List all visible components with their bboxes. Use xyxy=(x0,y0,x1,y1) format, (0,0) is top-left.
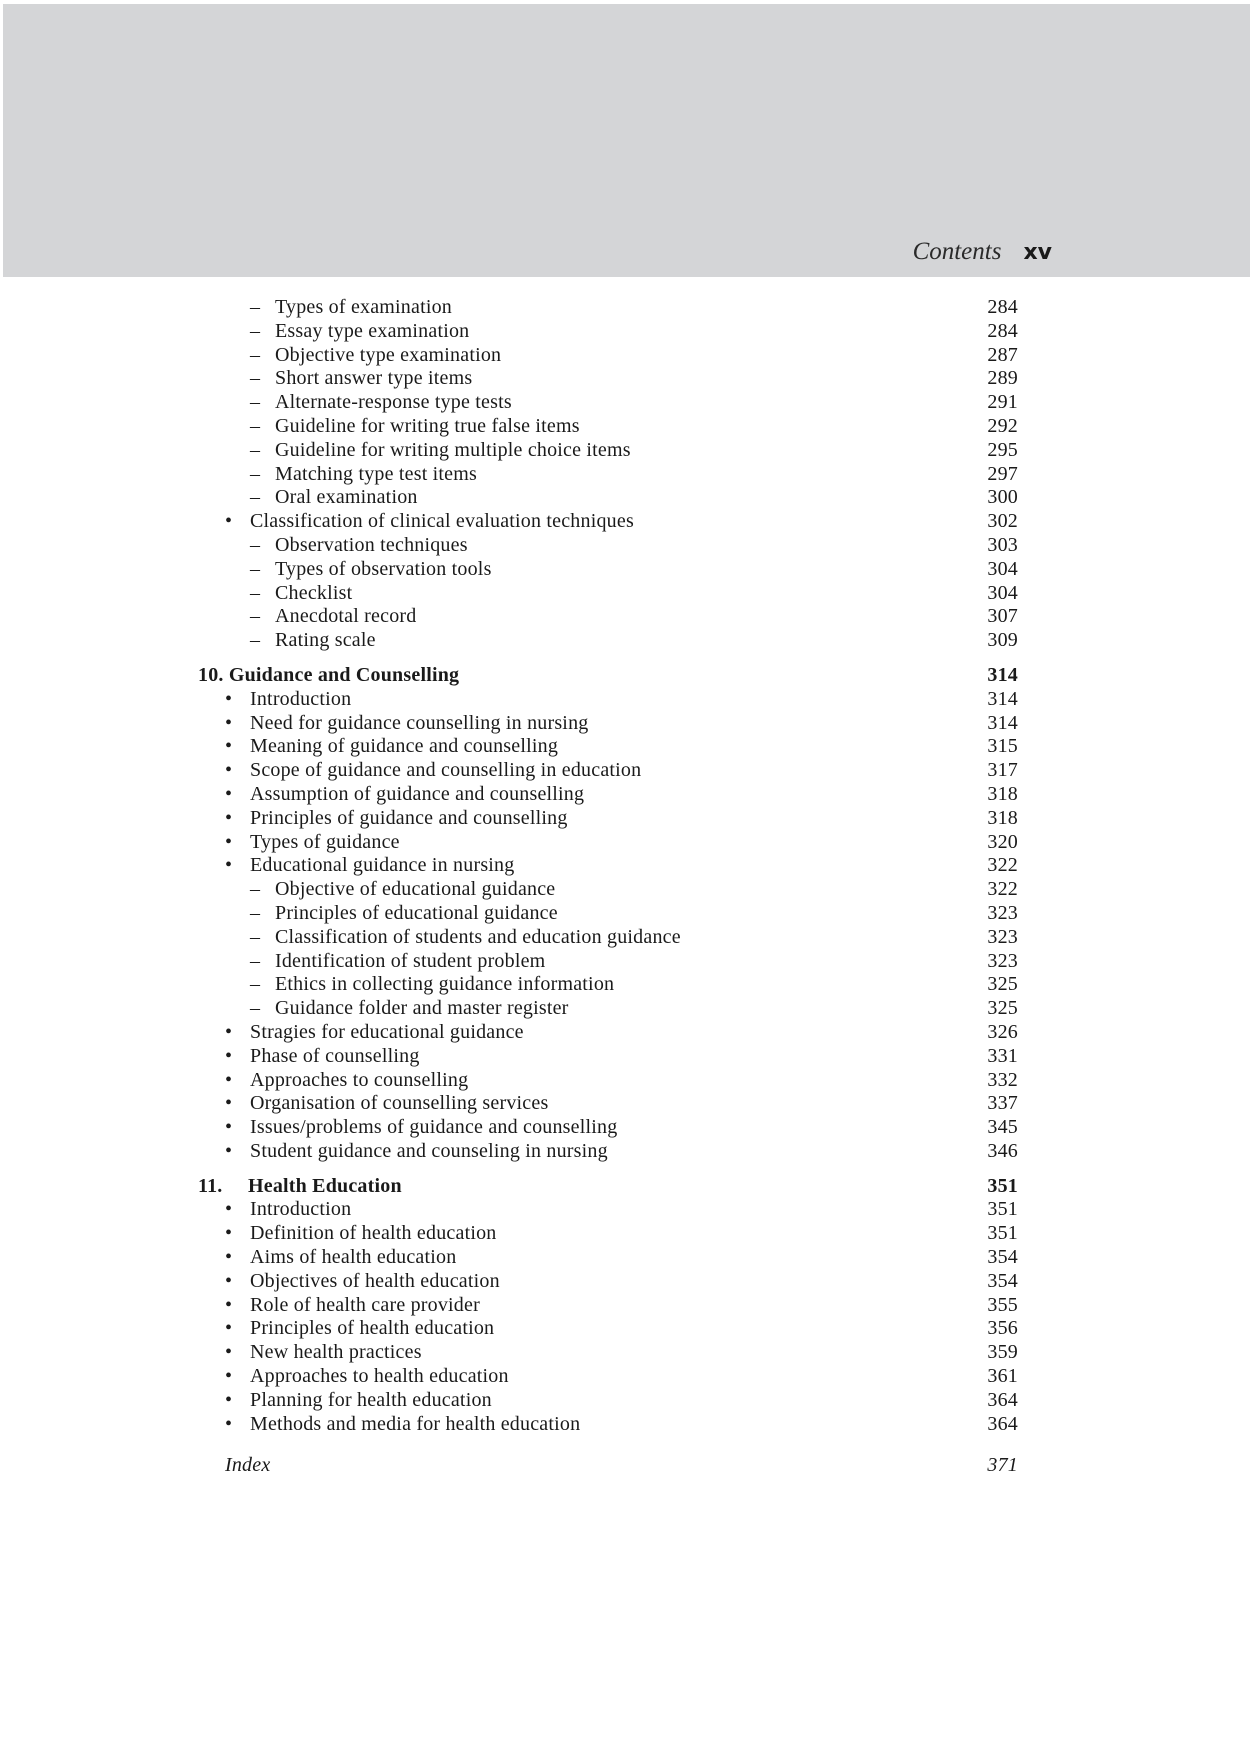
toc-entry[interactable] xyxy=(198,712,1018,736)
toc-entry-title: Introduction xyxy=(250,687,352,710)
toc-entry[interactable] xyxy=(198,1069,1018,1093)
toc-entry[interactable] xyxy=(198,510,1018,534)
toc-entry[interactable] xyxy=(198,807,1018,831)
toc-entry-title: Objective of educational guidance xyxy=(275,878,556,901)
toc-entry[interactable] xyxy=(198,629,1018,653)
bullet-marker: • xyxy=(225,1293,233,1316)
toc-entry[interactable] xyxy=(198,1294,1018,1318)
toc-section-continued xyxy=(198,296,1018,653)
toc-entry[interactable] xyxy=(198,902,1018,926)
chapter-title: Guidance and Counselling xyxy=(228,663,460,686)
toc-entry-title: Stragies for educational guidance xyxy=(250,1020,524,1043)
toc-entry-title: Classification of clinical evaluation techniques xyxy=(250,510,634,533)
dash-marker: – xyxy=(250,605,261,628)
toc-entry-page: 287 xyxy=(987,343,1018,366)
toc-entry-title: Objective type examination xyxy=(275,343,502,366)
toc-entry-title: Issues/problems of guidance and counselling xyxy=(250,1116,618,1139)
toc-entry[interactable] xyxy=(198,950,1018,974)
toc-entry[interactable] xyxy=(198,1270,1018,1294)
toc-entry[interactable] xyxy=(198,997,1018,1021)
toc-entry[interactable] xyxy=(198,1365,1018,1389)
toc-entry-page: 304 xyxy=(987,581,1018,604)
dash-marker: – xyxy=(250,462,261,485)
chapter-page: 314 xyxy=(987,663,1018,686)
toc-entry-page: 300 xyxy=(987,486,1018,509)
toc-entry-title: Guidance folder and master register xyxy=(275,997,569,1020)
toc-entry-title: Classification of students and education guidance xyxy=(275,925,681,948)
bullet-marker: • xyxy=(225,1246,233,1269)
toc-entry[interactable] xyxy=(198,1317,1018,1341)
toc-entry[interactable] xyxy=(198,296,1018,320)
toc-entry[interactable] xyxy=(198,1198,1018,1222)
toc-entry[interactable] xyxy=(198,759,1018,783)
toc-entry-title: Ethics in collecting guidance information xyxy=(275,973,615,996)
toc-entry-page: 325 xyxy=(987,997,1018,1020)
toc-entry-title: Types of guidance xyxy=(250,830,400,853)
toc-entry[interactable] xyxy=(198,1045,1018,1069)
dash-marker: – xyxy=(250,949,261,972)
toc-entry-page: 289 xyxy=(987,367,1018,390)
dash-marker: – xyxy=(250,901,261,924)
toc-entry-page: 337 xyxy=(987,1092,1018,1115)
toc-entry[interactable] xyxy=(198,854,1018,878)
toc-entry[interactable] xyxy=(198,320,1018,344)
toc-entry-title: Matching type test items xyxy=(275,462,477,485)
toc-entry-title: Essay type examination xyxy=(275,319,470,342)
index-entry[interactable] xyxy=(198,1454,1018,1478)
dash-marker: – xyxy=(250,414,261,437)
dash-marker: – xyxy=(250,533,261,556)
toc-entry-page: 351 xyxy=(987,1222,1018,1245)
dash-marker: – xyxy=(250,629,261,652)
toc-entry[interactable] xyxy=(198,878,1018,902)
bullet-marker: • xyxy=(225,735,233,758)
chapter-heading-10[interactable] xyxy=(198,664,1018,688)
toc-entry-page: 326 xyxy=(987,1020,1018,1043)
toc-entry-page: 325 xyxy=(987,973,1018,996)
toc-entry-title: Methods and media for health education xyxy=(250,1412,581,1435)
toc-entry-title: Introduction xyxy=(250,1198,352,1221)
toc-entry-page: 318 xyxy=(987,806,1018,829)
toc-entry-title: Rating scale xyxy=(275,629,376,652)
bullet-marker: • xyxy=(225,1365,233,1388)
toc-entry-page: 307 xyxy=(987,605,1018,628)
toc-entry[interactable] xyxy=(198,534,1018,558)
index-label: Index xyxy=(225,1454,271,1477)
toc-entry-page: 314 xyxy=(987,711,1018,734)
bullet-marker: • xyxy=(225,782,233,805)
toc-entry-page: 302 xyxy=(987,510,1018,533)
toc-entry-page: 355 xyxy=(987,1293,1018,1316)
dash-marker: – xyxy=(250,878,261,901)
toc-entry-title: Anecdotal record xyxy=(275,605,417,628)
toc-entry-page: 303 xyxy=(987,533,1018,556)
toc-entry-page: 284 xyxy=(987,319,1018,342)
toc-entry-title: Objectives of health education xyxy=(250,1269,500,1292)
toc-entry-page: 346 xyxy=(987,1139,1018,1162)
toc-entry-page: 323 xyxy=(987,925,1018,948)
toc-entry[interactable] xyxy=(198,831,1018,855)
bullet-marker: • xyxy=(225,1198,233,1221)
toc-entry-title: Approaches to counselling xyxy=(250,1068,469,1091)
toc-entry-title: Oral examination xyxy=(275,486,418,509)
toc-entry[interactable] xyxy=(198,344,1018,368)
toc-entry[interactable] xyxy=(198,1092,1018,1116)
toc-entry-page: 322 xyxy=(987,878,1018,901)
toc-entry-title: Student guidance and counseling in nursing xyxy=(250,1139,608,1162)
toc-entry[interactable] xyxy=(198,605,1018,629)
running-title: Contents xyxy=(912,238,1002,265)
toc-entry-page: 359 xyxy=(987,1341,1018,1364)
toc-entry-title: Phase of counselling xyxy=(250,1044,420,1067)
toc-entry-page: 320 xyxy=(987,830,1018,853)
toc-entry-page: 284 xyxy=(987,296,1018,318)
toc-entry-page: 354 xyxy=(987,1246,1018,1269)
toc-entry-page: 354 xyxy=(987,1269,1018,1292)
running-head xyxy=(913,238,1052,266)
header-band xyxy=(3,4,1250,277)
toc-entry[interactable] xyxy=(198,1246,1018,1270)
toc-entry[interactable] xyxy=(198,582,1018,606)
chapter-number: 11. xyxy=(198,1174,223,1197)
toc-entry[interactable] xyxy=(198,439,1018,463)
bullet-marker: • xyxy=(225,687,233,710)
toc-entry[interactable] xyxy=(198,1413,1018,1437)
toc-entry-title: Scope of guidance and counselling in education xyxy=(250,759,642,782)
toc-entry[interactable] xyxy=(198,1341,1018,1365)
dash-marker: – xyxy=(250,997,261,1020)
toc-entry[interactable] xyxy=(198,1140,1018,1164)
toc-entry-page: 318 xyxy=(987,782,1018,805)
toc-entry-title: Meaning of guidance and counselling xyxy=(250,735,559,758)
toc-entry[interactable] xyxy=(198,926,1018,950)
toc-entry-page: 309 xyxy=(987,629,1018,652)
bullet-marker: • xyxy=(225,1139,233,1162)
chapter-page: 351 xyxy=(987,1174,1018,1197)
dash-marker: – xyxy=(250,296,261,318)
bullet-marker: • xyxy=(225,1341,233,1364)
toc-entry-page: 323 xyxy=(987,901,1018,924)
toc-entry-title: Observation techniques xyxy=(275,533,468,556)
toc-entry-title: Principles of guidance and counselling xyxy=(250,806,568,829)
toc-entry[interactable] xyxy=(198,783,1018,807)
index-page: 371 xyxy=(987,1454,1018,1477)
toc-entry-title: Guideline for writing multiple choice items xyxy=(275,438,631,461)
toc-entry[interactable] xyxy=(198,1021,1018,1045)
toc-entry-page: 356 xyxy=(987,1317,1018,1340)
dash-marker: – xyxy=(250,343,261,366)
toc-entry-page: 351 xyxy=(987,1198,1018,1221)
toc-entry-page: 345 xyxy=(987,1116,1018,1139)
toc-entry-title: Approaches to health education xyxy=(250,1365,509,1388)
toc-entry-page: 322 xyxy=(987,854,1018,877)
bullet-marker: • xyxy=(225,854,233,877)
toc-entry[interactable] xyxy=(198,558,1018,582)
toc-entry-page: 292 xyxy=(987,414,1018,437)
toc-entry-page: 364 xyxy=(987,1412,1018,1435)
toc-entry-title: Types of examination xyxy=(275,296,452,318)
toc-entry-page: 323 xyxy=(987,949,1018,972)
toc-entry[interactable] xyxy=(198,688,1018,712)
bullet-marker: • xyxy=(225,1317,233,1340)
toc-entry[interactable] xyxy=(198,415,1018,439)
toc-entry-page: 364 xyxy=(987,1388,1018,1411)
dash-marker: – xyxy=(250,391,261,414)
toc-entry-page: 297 xyxy=(987,462,1018,485)
bullet-marker: • xyxy=(225,1269,233,1292)
toc-entry[interactable] xyxy=(198,735,1018,759)
toc-entry-title: Definition of health education xyxy=(250,1222,497,1245)
chapter-11-entries xyxy=(198,1198,1018,1436)
dash-marker: – xyxy=(250,486,261,509)
toc-entry[interactable] xyxy=(198,1116,1018,1140)
bullet-marker: • xyxy=(225,1222,233,1245)
dash-marker: – xyxy=(250,319,261,342)
dash-marker: – xyxy=(250,581,261,604)
dash-marker: – xyxy=(250,925,261,948)
toc-entry-title: Types of observation tools xyxy=(275,557,492,580)
toc-entry-title: Guideline for writing true false items xyxy=(275,414,580,437)
toc-entry-title: Identification of student problem xyxy=(275,949,546,972)
toc-entry-page: 361 xyxy=(987,1365,1018,1388)
table-of-contents xyxy=(198,296,1018,1478)
bullet-marker: • xyxy=(225,1388,233,1411)
toc-entry-title: Educational guidance in nursing xyxy=(250,854,515,877)
dash-marker: – xyxy=(250,438,261,461)
bullet-marker: • xyxy=(225,830,233,853)
toc-entry-page: 315 xyxy=(987,735,1018,758)
toc-entry[interactable] xyxy=(198,973,1018,997)
toc-entry[interactable] xyxy=(198,463,1018,487)
dash-marker: – xyxy=(250,367,261,390)
dash-marker: – xyxy=(250,973,261,996)
bullet-marker: • xyxy=(225,711,233,734)
toc-entry-title: Role of health care provider xyxy=(250,1293,480,1316)
toc-entry-title: Principles of educational guidance xyxy=(275,901,558,924)
bullet-marker: • xyxy=(225,1020,233,1043)
toc-entry-title: Assumption of guidance and counselling xyxy=(250,782,585,805)
toc-entry-page: 331 xyxy=(987,1044,1018,1067)
chapter-title: Health Education xyxy=(248,1174,402,1197)
bullet-marker: • xyxy=(225,1116,233,1139)
toc-entry-title: New health practices xyxy=(250,1341,422,1364)
toc-entry-title: Need for guidance counselling in nursing xyxy=(250,711,589,734)
toc-entry[interactable] xyxy=(198,367,1018,391)
bullet-marker: • xyxy=(225,510,233,533)
toc-entry[interactable] xyxy=(198,391,1018,415)
toc-entry-page: 304 xyxy=(987,557,1018,580)
toc-entry-title: Aims of health education xyxy=(250,1246,457,1269)
toc-entry-page: 332 xyxy=(987,1068,1018,1091)
bullet-marker: • xyxy=(225,1092,233,1115)
chapter-heading-11[interactable] xyxy=(198,1175,1018,1199)
toc-entry-page: 295 xyxy=(987,438,1018,461)
toc-entry-title: Alternate-response type tests xyxy=(275,391,512,414)
bullet-marker: • xyxy=(225,806,233,829)
toc-entry-page: 314 xyxy=(987,687,1018,710)
toc-entry-page: 317 xyxy=(987,759,1018,782)
bullet-marker: • xyxy=(225,1068,233,1091)
bullet-marker: • xyxy=(225,1044,233,1067)
toc-entry-title: Short answer type items xyxy=(275,367,473,390)
toc-entry-title: Organisation of counselling services xyxy=(250,1092,549,1115)
page-folio: xv xyxy=(1023,240,1052,265)
toc-entry-page: 291 xyxy=(987,391,1018,414)
toc-entry-title: Checklist xyxy=(275,581,353,604)
toc-entry[interactable] xyxy=(198,1222,1018,1246)
toc-entry-title: Principles of health education xyxy=(250,1317,495,1340)
bullet-marker: • xyxy=(225,1412,233,1435)
chapter-number: 10. xyxy=(198,663,224,686)
dash-marker: – xyxy=(250,557,261,580)
toc-entry[interactable] xyxy=(198,486,1018,510)
toc-entry-title: Planning for health education xyxy=(250,1388,492,1411)
chapter-10-entries xyxy=(198,688,1018,1164)
toc-entry[interactable] xyxy=(198,1389,1018,1413)
bullet-marker: • xyxy=(225,759,233,782)
